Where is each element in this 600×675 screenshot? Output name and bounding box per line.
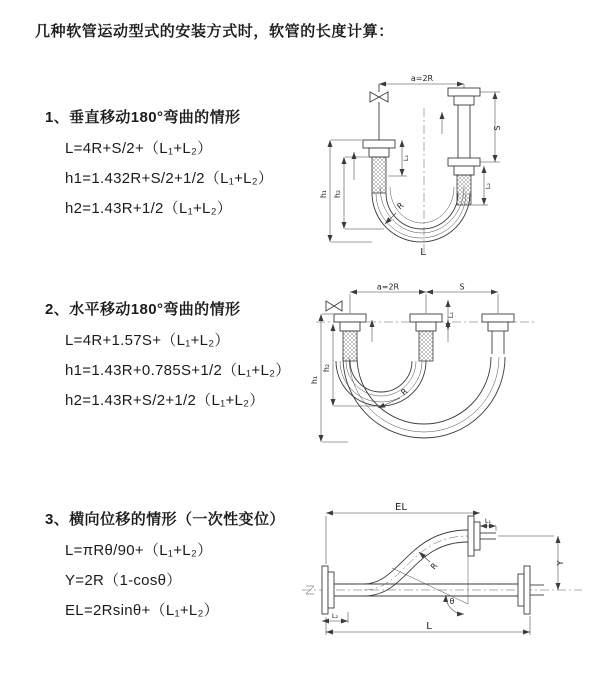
- section-1-formulas: [45, 134, 325, 224]
- diagram-lateral-displacement: [296, 500, 590, 652]
- hose-arcs: [372, 187, 470, 242]
- dim-label-l1: L₁: [484, 517, 492, 525]
- section-horizontal-movement: [45, 300, 325, 416]
- left-flange: [363, 140, 395, 193]
- angle-label-theta: θ: [449, 597, 455, 606]
- dim-label-l1: L₁: [402, 154, 410, 162]
- dim-label-h2: h₂: [333, 189, 342, 199]
- section-lateral-displacement: [45, 510, 325, 626]
- formula-line: EL=2Rsinθ+（L₁+L₂）: [65, 602, 219, 619]
- dim-label-s: S: [459, 282, 465, 292]
- hose-arcs: [336, 357, 505, 438]
- radius-label: R: [428, 561, 440, 572]
- valve-icon: [370, 84, 388, 140]
- dim-label-h2: h₂: [322, 363, 331, 373]
- section-2-formulas: [45, 326, 325, 416]
- dim-label-l2: L₂: [484, 182, 492, 190]
- formula-line: h2=1.43R+S/2+1/2（L₁+L₂）: [65, 392, 265, 409]
- dim-label-l: L: [426, 621, 432, 632]
- formula-line: L=πRθ/90+（L₁+L₂）: [65, 542, 213, 559]
- section-3-formulas: [45, 536, 325, 626]
- formula-line: Y=2R（1-cosθ）: [65, 572, 182, 589]
- dim-label-s: S: [493, 125, 502, 131]
- dim-label-a2r: a=2R: [410, 74, 434, 83]
- dimensions: [310, 283, 498, 443]
- dim-label-y: Y: [556, 560, 565, 566]
- diagram-vertical-180-bend: [314, 72, 536, 262]
- left-flange: [334, 314, 366, 361]
- section-1-heading: 1、垂直移动180°弯曲的情形: [45, 109, 241, 126]
- dim-label-h1: h₁: [319, 189, 328, 199]
- dim-label-el: EL: [395, 502, 407, 513]
- dim-label-l1: L₁: [447, 311, 455, 319]
- section-2-heading: 2、水平移动180°弯曲的情形: [45, 301, 241, 318]
- diagram-horizontal-180-bend: [308, 282, 546, 456]
- dim-label-l2: L₂: [331, 612, 339, 620]
- formula-line: h2=1.43R+1/2（L₁+L₂）: [65, 200, 233, 217]
- section-vertical-movement: [45, 108, 325, 224]
- formula-line: h1=1.43R+0.785S+1/2（L₁+L₂）: [65, 362, 291, 379]
- dim-label-l: L: [420, 247, 426, 258]
- radius-label: R: [395, 200, 406, 212]
- dim-label-a2r: a=2R: [376, 282, 400, 292]
- right-flange-upper: [448, 88, 480, 158]
- right-flange: [482, 314, 514, 354]
- formula-line: h1=1.432R+S/2+1/2（L₁+L₂）: [65, 170, 274, 187]
- middle-flange: [410, 314, 442, 361]
- formula-line: L=4R+S/2+（L₁+L₂）: [65, 140, 213, 157]
- radius-label: R: [399, 386, 410, 398]
- section-3-heading: 3、横向位移的情形（一次性变位）: [45, 511, 285, 528]
- formula-line: L=4R+1.57S+（L₁+L₂）: [65, 332, 230, 349]
- valve-icon: [326, 301, 342, 311]
- page-title: 几种软管运动型式的安装方式时，软管的长度计算：: [35, 23, 394, 40]
- dim-label-h1: h₁: [310, 375, 319, 385]
